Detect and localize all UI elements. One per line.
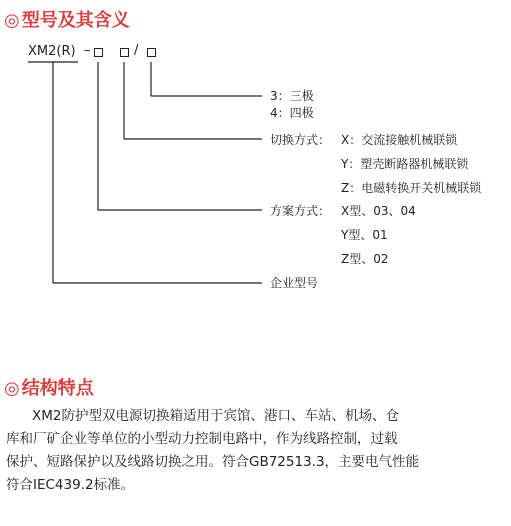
switch-item-y: Y：塑壳断路器机械联锁 — [341, 157, 469, 171]
description-line: 库和厂矿企业等单位的小型动力控制电路中，作为线路控制，过载 — [6, 431, 398, 447]
switch-item-x: X：交流接触机械联锁 — [341, 133, 458, 147]
ring-icon: ◎ — [4, 378, 20, 399]
model-dash: – — [84, 43, 91, 58]
model-slash: / — [134, 43, 139, 58]
description-paragraph — [6, 405, 506, 497]
description-line: 保护、短路保护以及线路切换之用。符合GB72513.3，主要电气性能 — [6, 454, 420, 470]
scheme-label: 方案方式： — [270, 204, 331, 218]
scheme-item-x: X型、03、04 — [341, 204, 416, 218]
switch-label: 切换方式： — [270, 133, 331, 147]
scheme-item-y: Y型、01 — [341, 228, 388, 242]
poles-item-3: 3：三极 — [270, 89, 314, 103]
company-label: 企业型号 — [270, 276, 319, 290]
switch-item-z: Z：电磁转换开关机械联锁 — [341, 181, 482, 195]
section-title: 型号及其含义 — [21, 10, 130, 31]
section-heading-structure — [4, 374, 94, 400]
description-line: 符合IEC439.2标准。 — [6, 477, 135, 493]
ring-icon: ◎ — [4, 10, 20, 31]
scheme-item-z: Z型、02 — [341, 252, 389, 266]
section-title: 结构特点 — [21, 378, 94, 399]
poles-item-4: 4：四极 — [270, 106, 314, 120]
model-prefix: XM2(R) — [28, 44, 76, 59]
description-line: XM2防护型双电源切换箱适用于宾馆、港口、车站、机场、仓 — [32, 408, 399, 424]
